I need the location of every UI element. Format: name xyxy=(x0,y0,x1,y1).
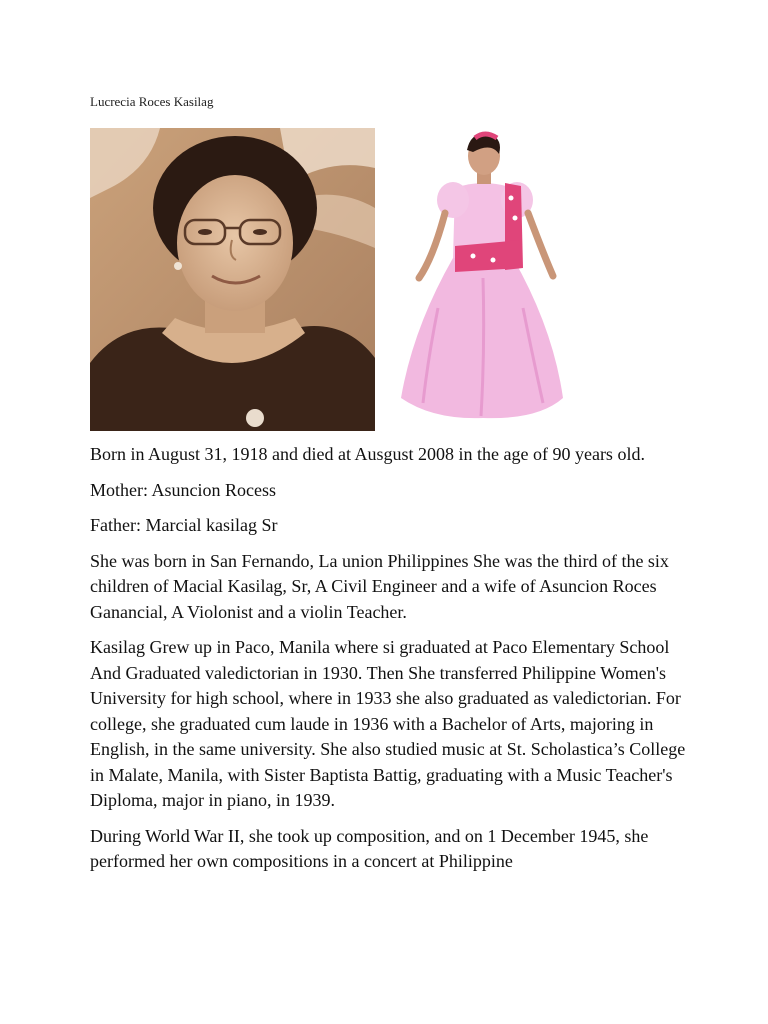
paragraph-early-life: She was born in San Fernando, La union Philippines She was the third of the six children of Macial Kasilag, Sr, A Civil Engineer and a wife of Asuncion Roces Ganancial, A Violonist and a violin Teacher. xyxy=(90,550,669,622)
paragraph-mother: Mother: Asuncion Rocess xyxy=(90,479,276,500)
portrait-photo xyxy=(90,128,375,431)
document-title: Lucrecia Roces Kasilag xyxy=(90,94,214,109)
paragraph-father: Father: Marcial kasilag Sr xyxy=(90,515,278,535)
paragraph-education: Kasilag Grew up in Paco, Manila where si graduated at Paco Elementary School And Graduated valedictorian in 1930. Then She transferred Philippine Women's University for high school, where in 1933 she also graduated as valedictorian. For college, she graduated cum laude in 1936 with a Bachelor of Arts, majoring in English, in the same university. She also studied music at St. Scholastica’s College in Malate, Manila, with Sister Baptista Battig, graduating with a Music Teacher's Diploma, major in piano, in 1939. xyxy=(90,637,686,810)
document-body xyxy=(90,442,690,885)
paragraph-birth: Born in August 31, 1918 and died at Ausgust 2008 in the age of 90 years old. xyxy=(90,444,645,464)
pink-dress-photo xyxy=(393,128,568,431)
paragraph-world-war: During World War II, she took up composition, and on 1 December 1945, she performed her own compositions in a concert at Philippine xyxy=(90,825,649,871)
